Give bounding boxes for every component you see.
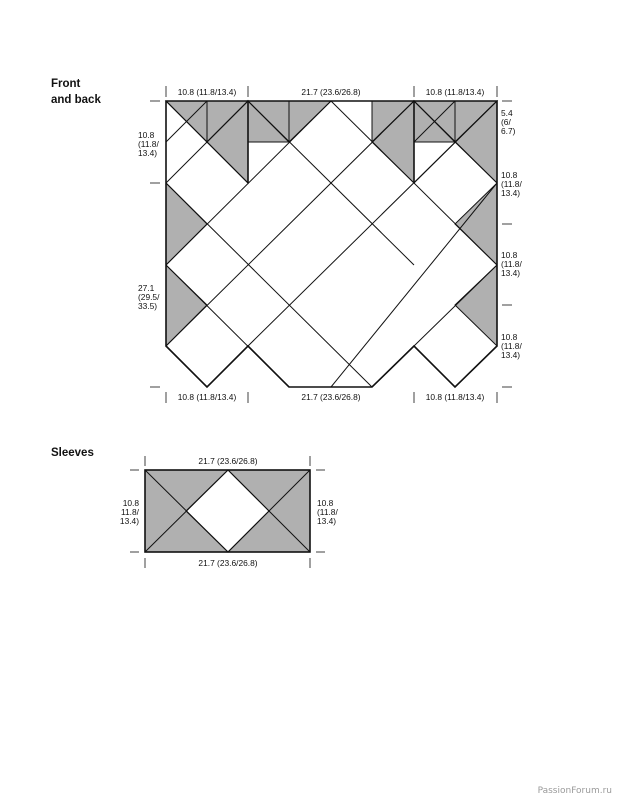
right-dimension-2-line-1: 10.8 <box>501 170 518 180</box>
right-dimension-2-line-2: (11.8/ <box>501 179 522 189</box>
right-dimension-4-line-3: 13.4) <box>501 350 521 360</box>
right-dimension-1-line-1: 5.4 <box>501 108 513 118</box>
bottom-dimension-3: 10.8 (11.8/13.4) <box>425 392 485 402</box>
sleeves-title: Sleeves <box>51 447 94 459</box>
front-and-back-schematic <box>166 101 497 387</box>
sleeve-schematic <box>145 470 310 552</box>
bottom-dimension-2: 21.7 (23.6/26.8) <box>301 392 361 402</box>
sleeve-top-dimension: 21.7 (23.6/26.8) <box>198 456 258 466</box>
left-dimension-1-line-1: 10.8 <box>138 130 155 140</box>
top-dimension-3: 10.8 (11.8/13.4) <box>425 87 485 97</box>
right-dimension-4-line-2: (11.8/ <box>501 341 522 351</box>
right-dimension-1-line-3: 6.7) <box>501 126 516 136</box>
right-dimension-3-line-2: (11.8/ <box>501 259 522 269</box>
sleeve-right-dimension-line-3: 13.4) <box>317 516 337 526</box>
top-dimension-1: 10.8 (11.8/13.4) <box>177 87 237 97</box>
left-dimension-1-line-3: 13.4) <box>138 148 158 158</box>
right-dimension-3-line-3: 13.4) <box>501 268 521 278</box>
sleeve-right-dimension-line-1: 10.8 <box>317 498 334 508</box>
right-dimension-2-line-3: 13.4) <box>501 188 521 198</box>
left-dimension-2-line-3: 33.5) <box>138 301 158 311</box>
sleeve-right-dimension-line-2: (11.8/ <box>317 507 338 517</box>
sleeve-left-dimension-line-3: 13.4) <box>119 516 139 526</box>
left-dimension-2-line-2: (29.5/ <box>138 292 160 302</box>
top-dimension-2: 21.7 (23.6/26.8) <box>301 87 361 97</box>
right-dimension-4-line-1: 10.8 <box>501 332 518 342</box>
watermark: PassionForum.ru <box>537 786 612 796</box>
right-dimension-1-line-2: (6/ <box>501 117 511 127</box>
bottom-dimension-1: 10.8 (11.8/13.4) <box>177 392 237 402</box>
sleeve-left-dimension-line-2: 11.8/ <box>120 507 139 517</box>
sleeve-left-dimension-line-1: 10.8 <box>122 498 139 508</box>
sleeve-bottom-dimension: 21.7 (23.6/26.8) <box>198 558 258 568</box>
left-dimension-2-line-1: 27.1 <box>138 283 155 293</box>
left-dimension-1-line-2: (11.8/ <box>138 139 159 149</box>
front-and-back-title-line2: and back <box>51 94 101 106</box>
right-dimension-3-line-1: 10.8 <box>501 250 518 260</box>
front-and-back-title-line1: Front <box>51 78 81 90</box>
